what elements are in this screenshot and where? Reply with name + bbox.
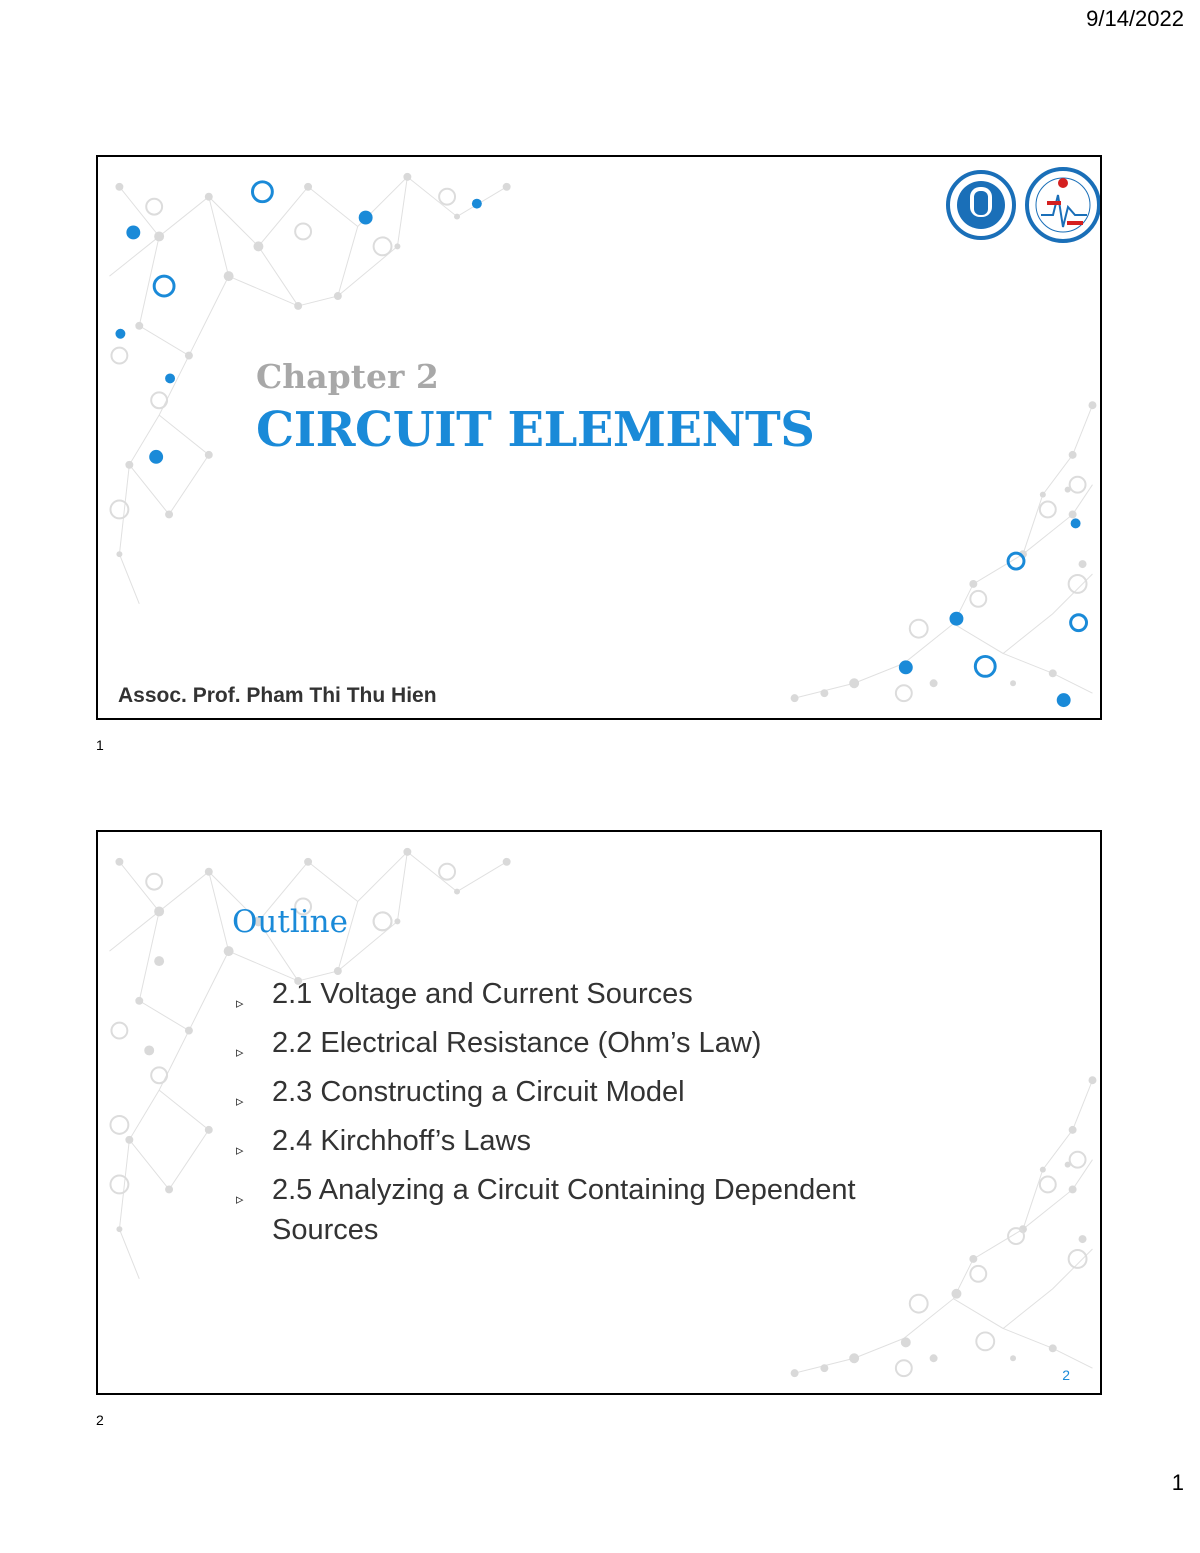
slide-title	[96, 155, 1102, 720]
slide-outline	[96, 830, 1102, 1395]
university-seal-logo	[946, 165, 1016, 245]
outline-list	[236, 974, 956, 1259]
triangle-bullet-icon: ▹	[236, 995, 244, 1012]
outline-item	[236, 1170, 956, 1250]
outline-heading: Outline	[232, 904, 348, 940]
outline-item	[236, 1121, 956, 1161]
outline-item-text: 2.1 Voltage and Current Sources	[272, 978, 693, 1010]
page-number: 1	[1171, 1470, 1184, 1495]
triangle-bullet-icon: ▹	[236, 1191, 244, 1208]
outline-item	[236, 1023, 956, 1063]
outline-item-text: 2.5 Analyzing a Circuit Containing Dependent Sources	[272, 1174, 856, 1246]
chapter-label: Chapter 2	[256, 357, 439, 396]
author-name: Assoc. Prof. Pham Thi Thu Hien	[118, 684, 437, 707]
triangle-bullet-icon: ▹	[236, 1044, 244, 1061]
chapter-title: CIRCUIT ELEMENTS	[256, 402, 815, 458]
slide-number: 2	[1062, 1367, 1070, 1383]
slide-number-label: 1	[96, 737, 104, 753]
outline-item-text: 2.4 Kirchhoff’s Laws	[272, 1125, 531, 1157]
triangle-bullet-icon: ▹	[236, 1093, 244, 1110]
outline-item-text: 2.2 Electrical Resistance (Ohm’s Law)	[272, 1027, 762, 1059]
department-seal-logo	[1023, 165, 1102, 245]
slide-number-label: 2	[96, 1412, 104, 1428]
outline-item	[236, 1072, 956, 1112]
triangle-bullet-icon: ▹	[236, 1142, 244, 1159]
outline-item-text: 2.3 Constructing a Circuit Model	[272, 1076, 685, 1108]
outline-item	[236, 974, 956, 1014]
page-date: 9/14/2022	[1086, 6, 1184, 31]
